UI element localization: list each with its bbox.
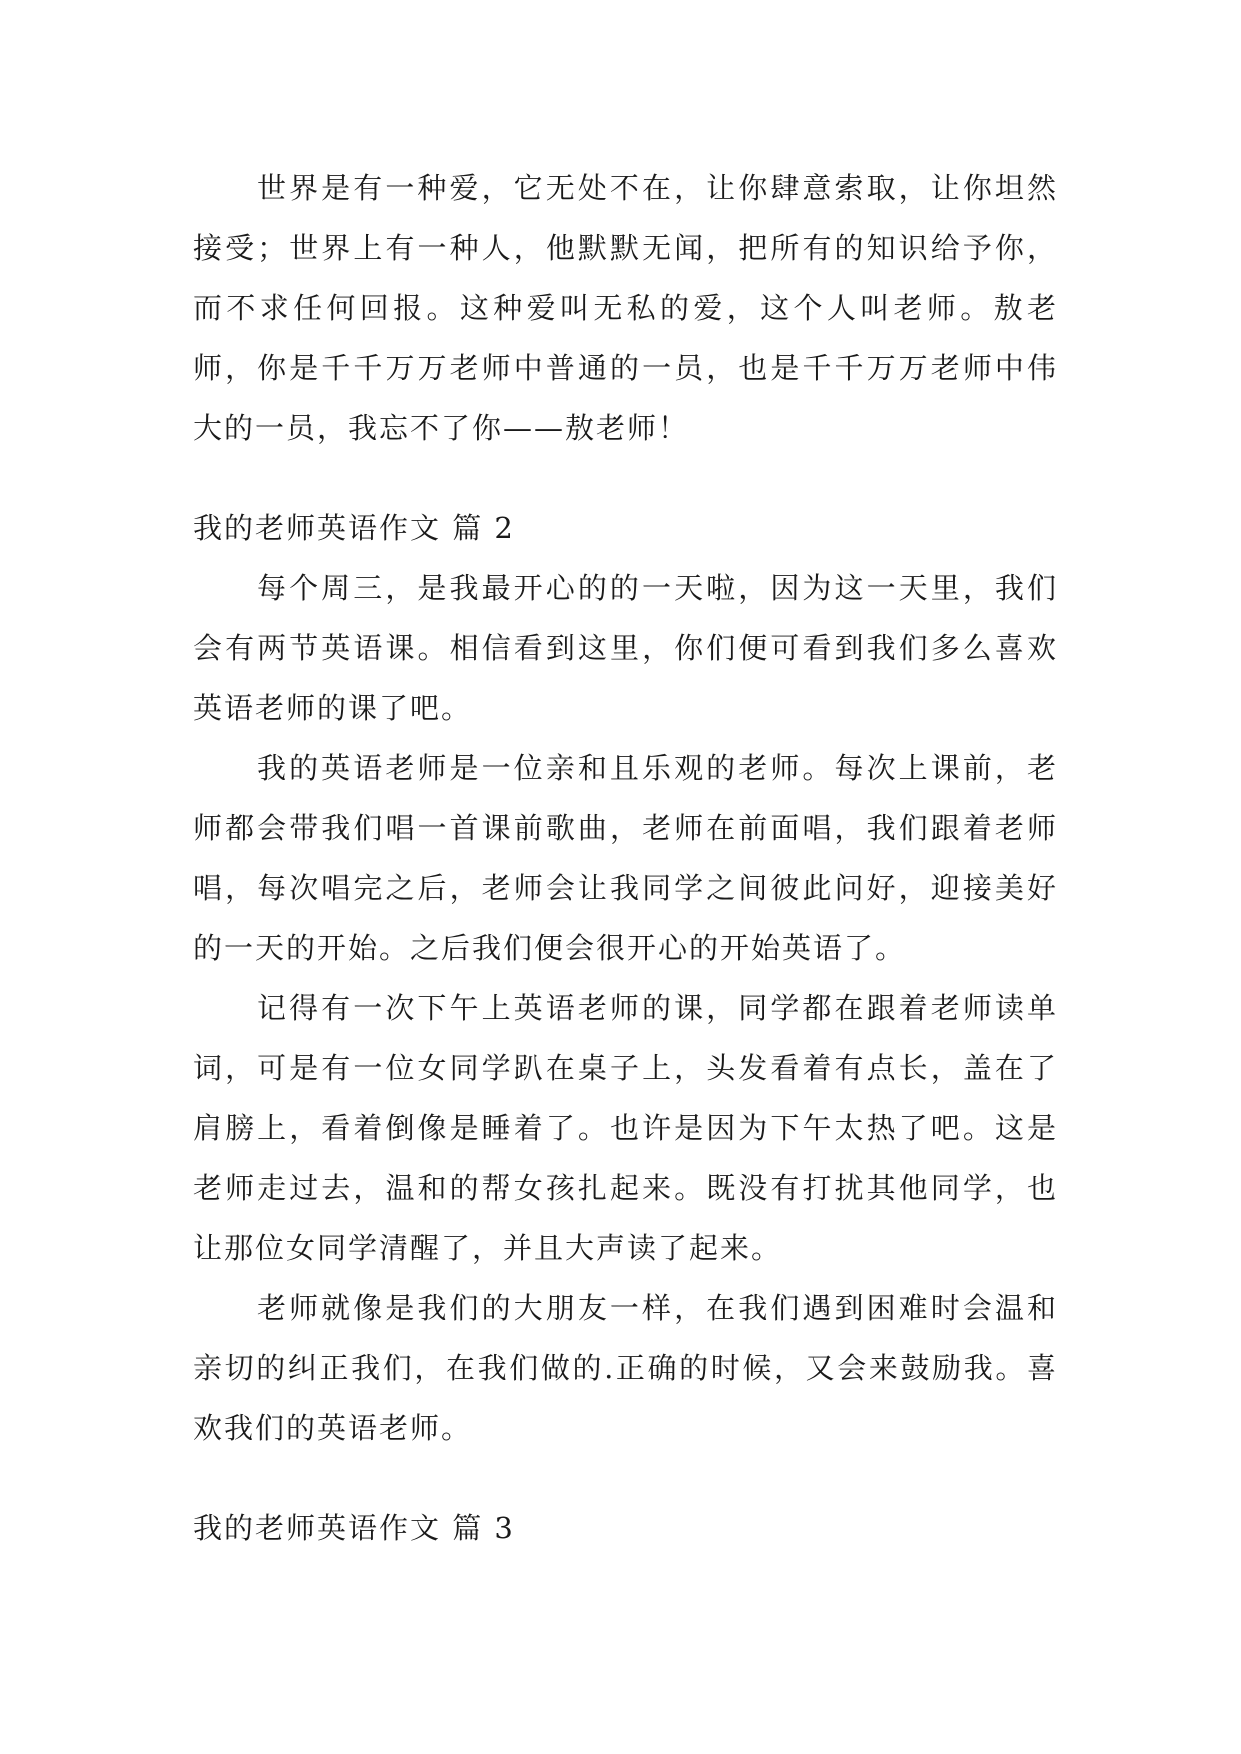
intro-paragraph: 世界是有一种爱，它无处不在，让你肆意索取，让你坦然接受；世界上有一种人，他默默无闻，把所有的知识给予你，而不求任何回报。这种爱叫无私的爱，这个人叫老师。敖老师，你是千千万万老师中普通的一员，也是千千万万老师中伟大的一员，我忘不了你——敖老师！ <box>193 171 1058 445</box>
section-2-paragraph-1: 每个周三，是我最开心的的一天啦，因为这一天里，我们会有两节英语课。相信看到这里，你们便可看到我们多么喜欢英语老师的课了吧。 <box>193 571 1058 725</box>
document-page <box>193 158 1058 1558</box>
section-3-heading: 我的老师英语作文 篇 3 <box>193 1511 515 1545</box>
section-2-paragraph-4: 老师就像是我们的大朋友一样，在我们遇到困难时会温和亲切的纠正我们，在我们做的.正确的时候，又会来鼓励我。喜欢我们的英语老师。 <box>193 1291 1058 1445</box>
section-2-paragraph-2: 我的英语老师是一位亲和且乐观的老师。每次上课前，老师都会带我们唱一首课前歌曲，老师在前面唱，我们跟着老师唱，每次唱完之后，老师会让我同学之间彼此问好，迎接美好的一天的开始。之后我们便会很开心的开始英语了。 <box>193 751 1058 965</box>
section-2-heading: 我的老师英语作文 篇 2 <box>193 511 515 545</box>
section-2-paragraph-3: 记得有一次下午上英语老师的课，同学都在跟着老师读单词，可是有一位女同学趴在桌子上，头发看着有点长，盖在了肩膀上，看着倒像是睡着了。也许是因为下午太热了吧。这是老师走过去，温和的帮女孩扎起来。既没有打扰其他同学，也让那位女同学清醒了，并且大声读了起来。 <box>193 991 1058 1265</box>
